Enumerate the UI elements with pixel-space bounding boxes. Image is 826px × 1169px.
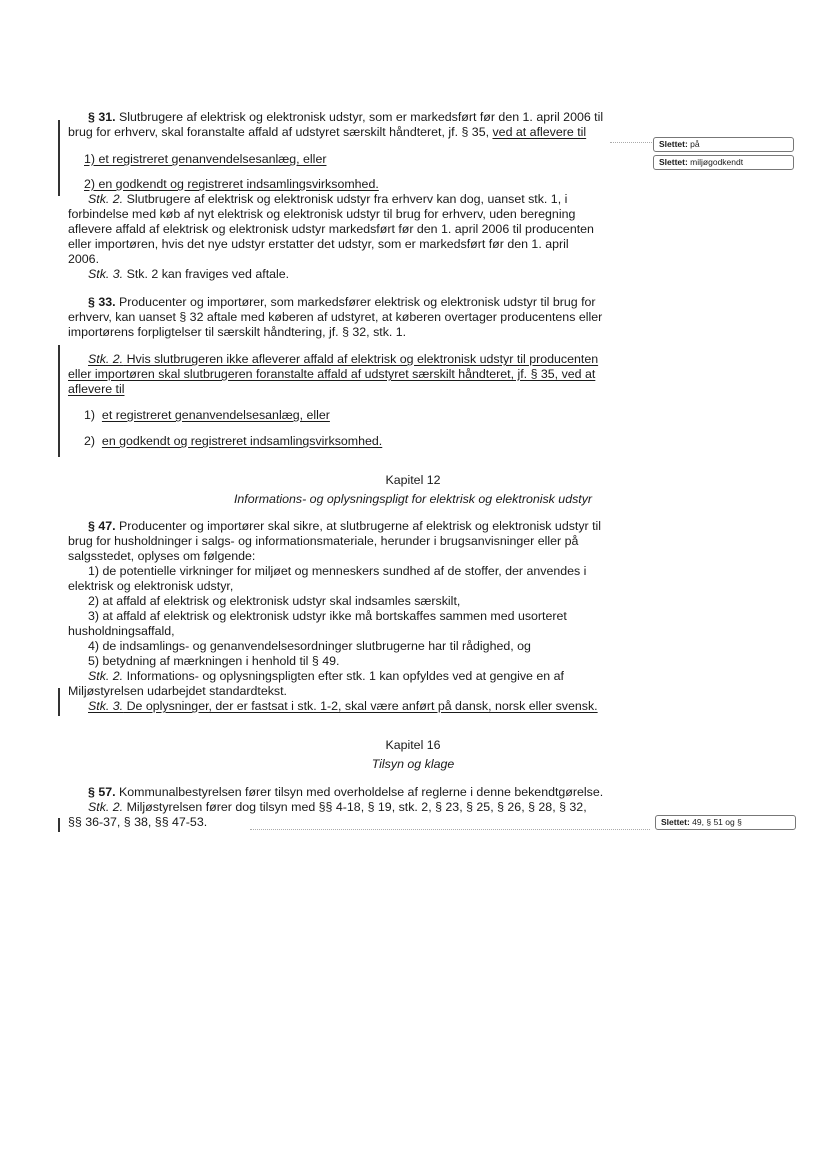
p47-stk2-line-2: Miljøstyrelsen udarbejdet standardtekst. [68, 684, 288, 698]
p57-stk2-line-1: Stk. 2. Miljøstyrelsen fører dog tilsyn med §§ 4-18, § 19, stk. 2, § 23, § 25, § 26, § 28, § 32, [88, 800, 587, 814]
p57-line-1: § 57. Kommunalbestyrelsen fører tilsyn med overholdelse af reglerne i denne bekendtgørelse. [88, 785, 604, 799]
p33-stk2-line-1: Stk. 2. Hvis slutbrugeren ikke afleverer affald af elektrisk og elektronisk udstyr til producenten [88, 352, 599, 366]
chapter-16-heading: Kapitel 16 [385, 738, 441, 752]
comment-balloon-deleted[interactable]: Slettet: 49, § 51 og § [655, 815, 796, 830]
comment-balloon-deleted[interactable]: Slettet: på [653, 137, 794, 152]
p47-line-3: salgsstedet, oplyses om følgende: [68, 549, 256, 563]
comment-leader [250, 829, 650, 830]
p33-line-2: erhverv, kan uanset § 32 aftale med køberen af udstyret, at køberen overtager producentens eller [68, 310, 603, 324]
chapter-12-title: Informations- og oplysningspligt for elektrisk og elektronisk udstyr [233, 492, 593, 506]
change-bar [58, 688, 60, 716]
p47-item-5: 5) betydning af mærkningen i henhold til § 49. [88, 654, 340, 668]
p47-item-3a: 3) at affald af elektrisk og elektronisk udstyr ikke må bortskaffes sammen med usorteret [88, 609, 567, 623]
p31-item-2: 2) en godkendt og registreret indsamlingsvirksomhed. [84, 177, 379, 191]
p57-stk2-line-2: §§ 36-37, § 38, §§ 47-53. [68, 815, 208, 829]
comment-leader [610, 142, 652, 143]
p47-item-1a: 1) de potentielle virkninger for miljøet og menneskers sundhed af de stoffer, der anvendes i [88, 564, 587, 578]
change-bar [58, 818, 60, 832]
p31-stk2-line-1: Stk. 2. Slutbrugere af elektrisk og elektronisk udstyr fra erhverv kan dog, uanset stk. 1, i [88, 192, 568, 206]
p31-line-2: brug for erhverv, skal foranstalte affald af udstyret særskilt håndteret, jf. § 35, ved at aflevere til [68, 125, 587, 139]
comment-balloon-deleted[interactable]: Slettet: miljøgodkendt [653, 155, 794, 170]
p33-stk2-line-2: eller importøren skal slutbrugeren foranstalte affald af udstyret særskilt håndteret, jf. § 35, ved at [68, 367, 596, 381]
p47-line-1: § 47. Producenter og importører skal sikre, at slutbrugerne af elektrisk og elektronisk udstyr til [88, 519, 602, 533]
p33-stk2-line-3: aflevere til [68, 382, 125, 396]
p31-stk2-line-2: forbindelse med køb af nyt elektrisk og elektronisk udstyr til brug for erhverv, uden beregning [68, 207, 576, 221]
p31-stk2-line-5: 2006. [68, 252, 100, 266]
p47-item-3b: husholdningsaffald, [68, 624, 175, 638]
p33-line-1: § 33. Producenter og importører, som markedsfører elektrisk og elektronisk udstyr til brug for [88, 295, 596, 309]
p47-item-1b: elektrisk og elektronisk udstyr, [68, 579, 234, 593]
p33-line-3: importørens forpligtelser til særskilt håndtering, jf. § 32, stk. 1. [68, 325, 407, 339]
p47-line-2: brug for husholdninger i salgs- og informationsmateriale, herunder i brugsanvisninger eller på [68, 534, 579, 548]
p31-line-1: § 31. Slutbrugere af elektrisk og elektronisk udstyr, som er markedsført før den 1. april 2006 til [88, 110, 604, 124]
p31-stk2-line-4: eller importøren, hvis det nye udstyr erstatter det udstyr, som er markedsført før den 1. april [68, 237, 569, 251]
chapter-16-title: Tilsyn og klage [371, 757, 455, 771]
p31-stk3: Stk. 3. Stk. 2 kan fraviges ved aftale. [88, 267, 290, 281]
p33-item-2: 2) en godkendt og registreret indsamlingsvirksomhed. [84, 434, 383, 448]
p47-item-4: 4) de indsamlings- og genanvendelsesordninger slutbrugerne har til rådighed, og [88, 639, 531, 653]
p47-stk3: Stk. 3. De oplysninger, der er fastsat i stk. 1-2, skal være anført på dansk, norsk eller svensk. [88, 699, 598, 713]
chapter-12-heading: Kapitel 12 [385, 473, 441, 487]
p47-stk2-line-1: Stk. 2. Informations- og oplysningspligten efter stk. 1 kan opfyldes ved at gengive en af [88, 669, 564, 683]
change-bar [58, 120, 60, 196]
p31-item-1: 1) et registreret genanvendelsesanlæg, eller [84, 152, 327, 166]
p31-stk2-line-3: aflevere affald af elektrisk og elektronisk udstyr markedsført før den 1. april 2006 til producenten [68, 222, 594, 236]
p33-item-1: 1) et registreret genanvendelsesanlæg, eller [84, 408, 330, 422]
p47-item-2: 2) at affald af elektrisk og elektronisk udstyr skal indsamles særskilt, [88, 594, 461, 608]
change-bar [58, 345, 60, 457]
